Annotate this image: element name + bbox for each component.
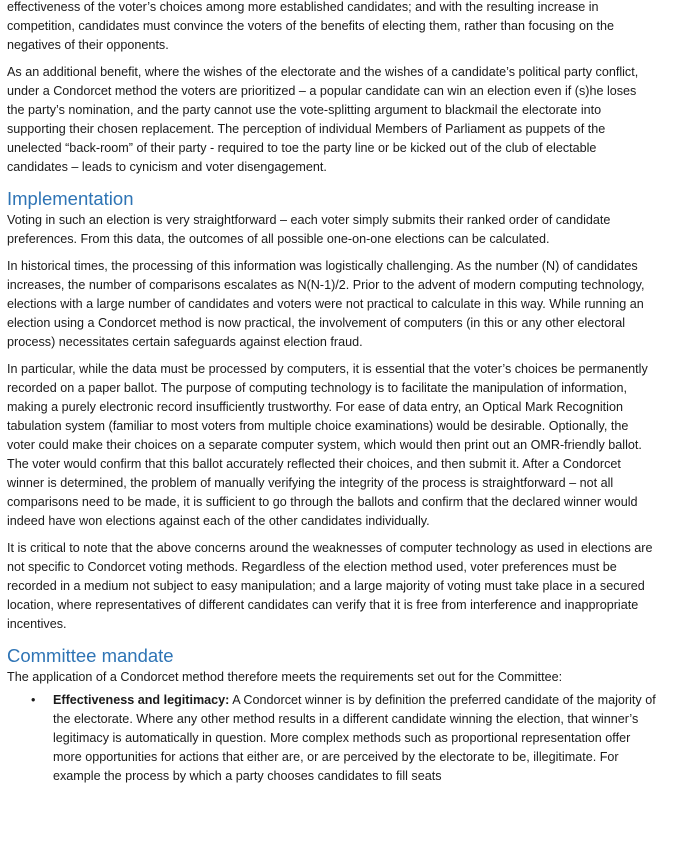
paragraph: In particular, while the data must be processed by computers, it is essential that the voter’s choices be permanently recorded on a paper ballot. The purpose of computing technology is to facilitate the manipulation of information, making a purely electronic record insufficiently trustworthy. For ease of data entry, an Optical Mark Recognition tabulation system (familiar to most voters from multiple choice examinations) would be desirable. Optionally, the voter could make their choices on a separate computer system, which would then print out an OMR-friendly ballot. The voter would confirm that this ballot accurately reflected their choices, and then submit it. After a Condorcet winner is determined, the problem of manually verifying the integrity of the process is straightforward – not all comparisons need to be made, it is sufficient to go through the ballots and confirm that the declared winner would indeed have won elections against each of the other candidates individually. xyxy=(7,362,648,528)
section-heading-implementation: Implementation xyxy=(7,188,134,209)
list-item xyxy=(31,691,657,786)
list-item-lead: Effectiveness and legitimacy: xyxy=(53,693,230,707)
paragraph: In historical times, the processing of this information was logistically challenging. As the number (N) of candidates increases, the number of comparisons escalates as N(N-1)/2. Prior to the advent of modern computing technology, elections with a large number of candidates and voters were not practical to calculate in this way. While running an election using a Condorcet method is now practical, the involvement of computers (in this or any other electoral process) necessitates certain safeguards against election fraud. xyxy=(7,259,645,349)
paragraph: As an additional benefit, where the wishes of the electorate and the wishes of a candidate’s political party conflict, under a Condorcet method the voters are prioritized – a popular candidate can win an election even if (s)he loses the party’s nomination, and the party cannot use the vote-splitting argument to blackmail the electorate into supporting their chosen replacement. The perception of individual Members of Parliament as puppets of the unelected “back-room” of their party - required to toe the party line or be kicked out of the club of electable candidates – leads to cynicism and voter disengagement. xyxy=(7,65,639,174)
section-heading-committee-mandate: Committee mandate xyxy=(7,645,174,666)
bullet-list xyxy=(7,691,657,786)
list-item-text: A Condorcet winner is by definition the preferred candidate of the majority of the electorate. Where any other method results in a different candidate winning the election, that winner’s legitimacy is automatically in question. More complex methods such as proportional representation offer more opportunities for actions that either are, or are perceived by the electorate to be, illegitimate. For example the process by which a party chooses candidates to fill seats xyxy=(53,693,656,783)
document-body xyxy=(7,0,657,786)
paragraph: It is critical to note that the above concerns around the weaknesses of computer technology as used in elections are not specific to Condorcet voting methods. Regardless of the election method used, voter preferences must be recorded in a medium not subject to easy manipulation; and a large majority of voting must take place in a secured location, where representatives of different candidates can verify that it is free from interference and inappropriate incentives. xyxy=(7,541,653,631)
bullet-icon: • xyxy=(31,693,36,707)
paragraph: The application of a Condorcet method therefore meets the requirements set out for the Committee: xyxy=(7,670,563,684)
paragraph: effectiveness of the voter’s choices among more established candidates; and with the resulting increase in competition, candidates must convince the voters of the benefits of electing them, rather than focusing on the negatives of their opponents. xyxy=(7,0,614,52)
paragraph: Voting in such an election is very straightforward – each voter simply submits their ranked order of candidate preferences. From this data, the outcomes of all possible one-on-one elections can be calculated. xyxy=(7,213,611,246)
